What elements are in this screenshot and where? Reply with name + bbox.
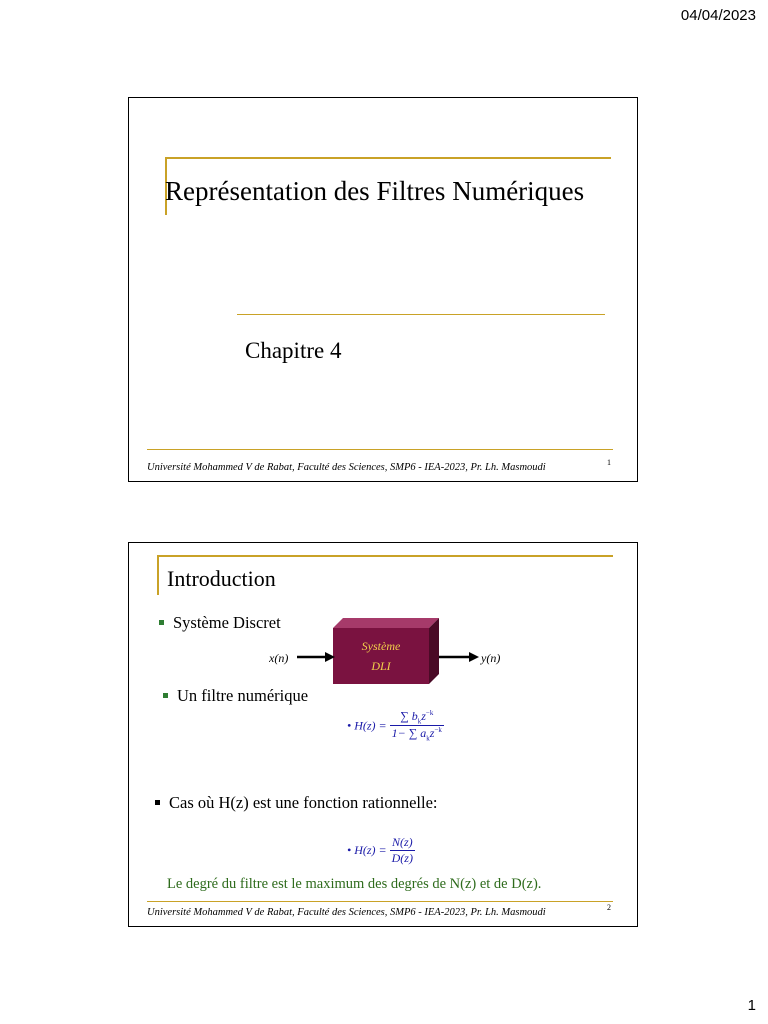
eq2-denominator: D(z) — [391, 851, 413, 865]
bullet-filtre-numerique: Un filtre numérique — [163, 686, 308, 706]
footer-rule — [147, 901, 613, 902]
bullet-fonction-rationnelle: Cas où H(z) est une fonction rationnelle: — [155, 793, 438, 813]
block-side-face — [429, 618, 439, 684]
system-block-diagram — [269, 618, 509, 690]
chapter-label: Chapitre 4 — [245, 338, 342, 363]
input-label: x(n) — [269, 651, 289, 665]
output-arrow-head — [469, 652, 479, 662]
block-label-line1: Système — [361, 639, 401, 653]
filter-degree-note: Le degré du filtre est le maximum des degrés de N(z) et de D(z). — [167, 876, 542, 892]
slide-1 — [128, 97, 638, 482]
chapter-rule — [237, 314, 605, 315]
output-label: y(n) — [481, 651, 501, 665]
block-top-face — [333, 618, 439, 628]
bullet-systeme-discret: Système Discret — [159, 613, 281, 633]
print-date: 04/04/2023 — [680, 7, 756, 24]
bullet-marker — [155, 800, 160, 805]
block-front-face — [333, 628, 429, 684]
slide-2-footer: Université Mohammed V de Rabat, Faculté des Sciences, SMP6 - IEA-2023, Pr. Lh. Masmoudi — [147, 907, 546, 918]
bullet-marker — [163, 693, 168, 698]
title-rule-top — [165, 157, 611, 159]
slide-2 — [128, 542, 638, 927]
footer-rule — [147, 449, 613, 450]
slide-2-number: 2 — [607, 903, 611, 912]
title-rule-left — [157, 555, 159, 595]
slide-1-footer: Université Mohammed V de Rabat, Faculté des Sciences, SMP6 - IEA-2023, Pr. Lh. Masmoudi — [147, 462, 546, 473]
transfer-function-equation — [347, 709, 444, 743]
eq1-numerator: ∑ $b_kz^{-k}$ — [400, 709, 434, 726]
eq1-fraction — [390, 709, 444, 743]
slide-1-title: Représentation des Filtres Numériques — [165, 176, 585, 206]
eq1-denominator: 1− ∑ $a_kz^{-k}$ — [391, 726, 442, 743]
bullet-marker — [159, 620, 164, 625]
page-number: 1 — [747, 997, 756, 1014]
slide-1-number: 1 — [607, 458, 611, 467]
eq2-fraction — [390, 835, 415, 866]
title-rule-top — [157, 555, 613, 557]
eq2-numerator: N(z) — [391, 835, 413, 849]
eq1-lhs: • H(z) = — [347, 718, 387, 733]
block-label-line2: DLI — [371, 659, 391, 673]
rational-function-equation — [347, 835, 415, 866]
eq2-lhs: • H(z) = — [347, 843, 387, 857]
slide-2-title: Introduction — [167, 566, 276, 591]
